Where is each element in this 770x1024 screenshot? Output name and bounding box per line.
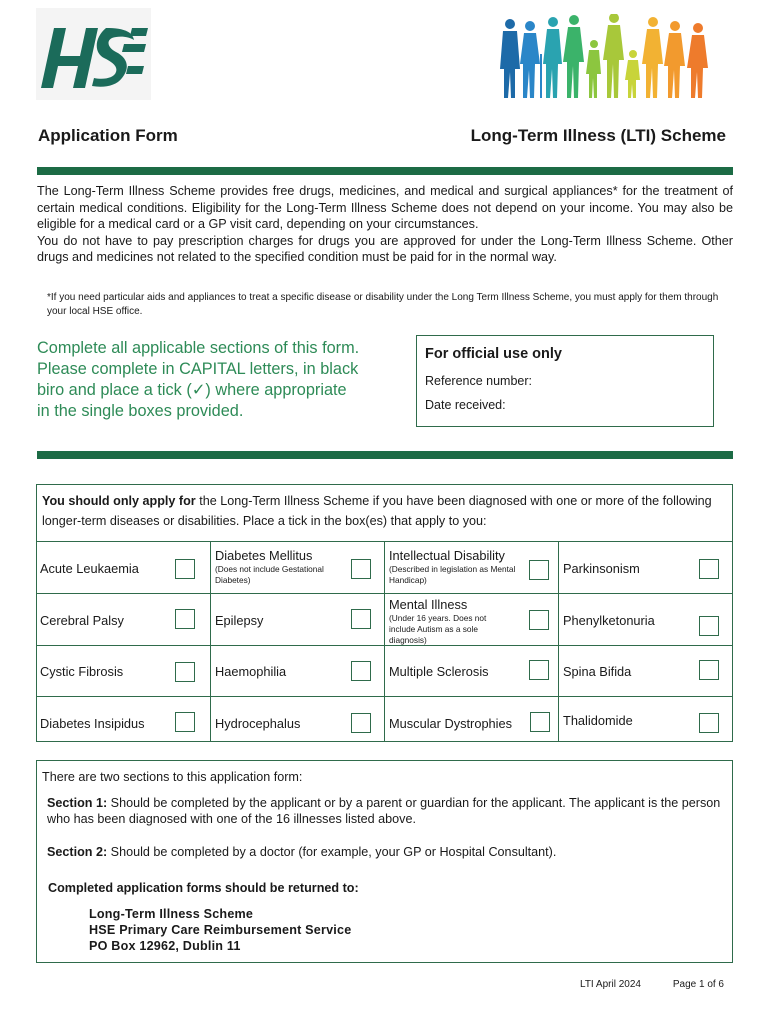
sections-box [36, 760, 733, 963]
page-number: Page 1 of 6 [672, 979, 724, 990]
condition-name: Epilepsy [215, 613, 264, 628]
condition-name: Phenylketonuria [563, 613, 655, 628]
sections-intro: There are two sections to this application form: [42, 770, 303, 784]
condition-name: Intellectual Disability [389, 548, 505, 563]
condition-cell [384, 593, 558, 645]
section-2-description [47, 844, 556, 860]
condition-cell [558, 593, 733, 645]
conditions-lead-bold: You should only apply for [42, 494, 196, 508]
condition-cell [384, 645, 558, 696]
condition-cell [210, 541, 384, 593]
official-use-box [416, 335, 714, 427]
condition-cell [558, 696, 733, 742]
condition-checkbox-diabetes-insipidus[interactable] [175, 712, 195, 732]
condition-cell [210, 696, 384, 742]
address-line: Long-Term Illness Scheme [89, 907, 254, 921]
condition-checkbox-intellectual-disability[interactable] [529, 560, 549, 580]
condition-checkbox-haemophilia[interactable] [351, 661, 371, 681]
official-use-title: For official use only [425, 346, 562, 362]
condition-cell [210, 645, 384, 696]
completion-instructions [37, 338, 407, 422]
reference-number-label: Reference number: [425, 374, 533, 388]
intro-paragraph-1: The Long-Term Illness Scheme provides free drugs, medicines, and medical and surgical appliances* for the treatment of certain medical conditions. Eligibility for the Long-Term Illness Scheme does not depend on your income. You may also be eligible for a medical card or a GP visit card, depending on your circumstances. [37, 184, 733, 231]
instruction-line: Please complete in CAPITAL letters, in black [37, 360, 359, 378]
condition-cell [210, 593, 384, 645]
intro-text [37, 183, 733, 266]
conditions-intro [42, 491, 727, 531]
header-divider [37, 167, 733, 175]
condition-name: Muscular Dystrophies [389, 716, 513, 731]
instruction-line: in the single boxes provided. [37, 402, 244, 420]
address-line: HSE Primary Care Reimbursement Service [89, 923, 352, 937]
condition-checkbox-multiple-sclerosis[interactable] [529, 660, 549, 680]
condition-checkbox-thalidomide[interactable] [699, 713, 719, 733]
section-2-label: Section 2: [47, 845, 108, 859]
section-1-label: Section 1: [47, 796, 108, 810]
condition-name: Cystic Fibrosis [40, 664, 124, 679]
condition-checkbox-cystic-fibrosis[interactable] [175, 662, 195, 682]
conditions-grid [36, 541, 733, 742]
condition-name: Acute Leukaemia [40, 561, 139, 576]
condition-name: Cerebral Palsy [40, 613, 124, 628]
section-divider [37, 451, 733, 459]
condition-checkbox-parkinsonism[interactable] [699, 559, 719, 579]
intro-paragraph-2: You do not have to pay prescription charges for drugs you are approved for under the Long-Term Illness Scheme. Other drugs and medicines not related to the specified condition must be paid for in the normal way. [37, 233, 733, 264]
condition-name: Diabetes Mellitus [215, 548, 313, 563]
instruction-line: biro and place a tick (✓) where appropriate [37, 381, 347, 399]
condition-cell [36, 541, 210, 593]
condition-checkbox-spina-bifida[interactable] [699, 660, 719, 680]
condition-name: Haemophilia [215, 664, 287, 679]
section-1-text: Should be completed by the applicant or by a parent or guardian for the applicant. The applicant is the person who has been diagnosed with one of the 16 illnesses listed above. [47, 796, 721, 826]
conditions-lead-rest: the Long-Term Illness Scheme if you have been diagnosed with one or more of the following longer-term diseases or disabilities. Place a tick in the box(es) that apply to you: [42, 494, 712, 528]
footnote: *If you need particular aids and appliances to treat a specific disease or disability under the Long Term Illness Scheme, you must apply for them through your local HSE office. [47, 292, 719, 317]
condition-cell [558, 541, 733, 593]
condition-checkbox-cerebral-palsy[interactable] [175, 609, 195, 629]
condition-note: (Under 16 years. Does not include Autism as a sole diagnosis) [389, 613, 487, 645]
condition-name: Parkinsonism [563, 561, 640, 576]
condition-cell [36, 696, 210, 742]
condition-note: (Does not include Gestational Diabetes) [215, 564, 324, 585]
hse-logo [36, 8, 151, 100]
svg-text:HSE: HSE [90, 95, 96, 97]
condition-note: (Described in legislation as Mental Handicap) [389, 564, 516, 585]
condition-name: Multiple Sclerosis [389, 664, 489, 679]
condition-checkbox-epilepsy[interactable] [351, 609, 371, 629]
condition-name: Hydrocephalus [215, 716, 301, 731]
section-2-text: Should be completed by a doctor (for example, your GP or Hospital Consultant). [107, 845, 557, 859]
condition-checkbox-acute-leukaemia[interactable] [175, 559, 195, 579]
condition-name: Spina Bifida [563, 664, 632, 679]
address-line: PO Box 12962, Dublin 11 [89, 939, 241, 953]
condition-cell [384, 541, 558, 593]
instruction-line: Complete all applicable sections of this form. [37, 339, 360, 357]
condition-checkbox-phenylketonuria[interactable] [699, 616, 719, 636]
condition-checkbox-hydrocephalus[interactable] [351, 713, 371, 733]
scheme-title: Long-Term Illness (LTI) Scheme [470, 126, 726, 145]
condition-name: Thalidomide [563, 713, 633, 728]
date-received-label: Date received: [425, 398, 506, 412]
condition-cell [36, 593, 210, 645]
condition-cell [558, 645, 733, 696]
condition-cell [36, 645, 210, 696]
condition-name: Diabetes Insipidus [40, 716, 145, 731]
condition-checkbox-diabetes-mellitus[interactable] [351, 559, 371, 579]
condition-cell [384, 696, 558, 742]
condition-checkbox-muscular-dystrophies[interactable] [530, 712, 550, 732]
condition-name: Mental Illness [389, 597, 468, 612]
return-label: Completed application forms should be returned to: [48, 881, 359, 895]
form-version: LTI April 2024 [580, 979, 641, 990]
condition-checkbox-mental-illness[interactable] [529, 610, 549, 630]
form-label: Application Form [38, 126, 178, 145]
section-1-description [47, 795, 727, 827]
people-illustration [498, 14, 723, 100]
